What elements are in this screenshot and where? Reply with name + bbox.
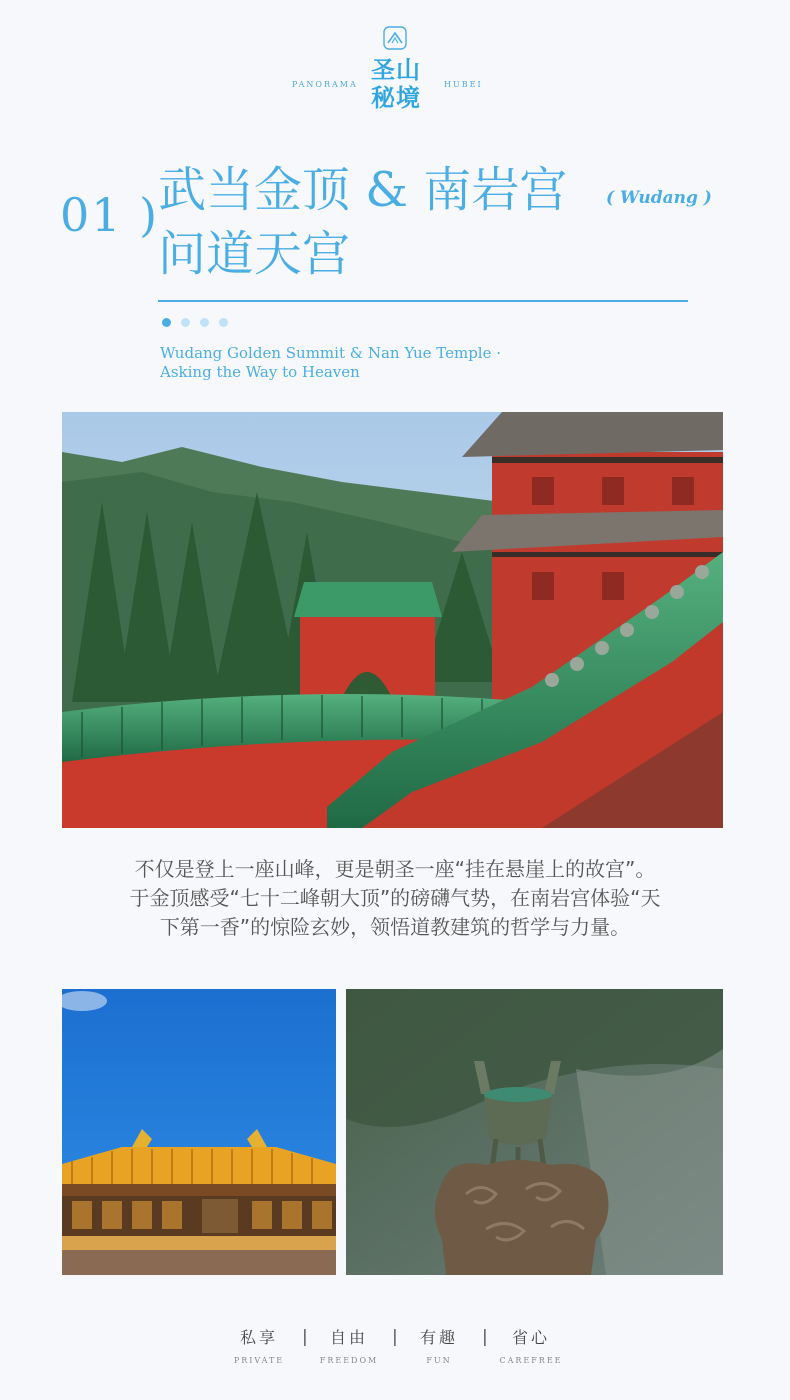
pager-dot[interactable] xyxy=(181,318,190,327)
section-title-line-2: 问道天宫 xyxy=(158,226,351,282)
pager-dot[interactable] xyxy=(162,318,171,327)
section-number: 01 ) xyxy=(60,188,160,242)
brand-left-tag: PANORAMA xyxy=(292,80,358,89)
description-line-3: 下第一香”的惊险玄妙，领悟道教建筑的哲学与力量。 xyxy=(159,915,631,939)
footer-item-cn: 有趣 xyxy=(419,1328,458,1347)
subtitle-line-1: Wudang Golden Summit & Nan Yue Temple · xyxy=(160,344,502,362)
footer-separator: | xyxy=(302,1327,308,1347)
hero-photo-wudang-temple xyxy=(62,412,723,828)
footer-values xyxy=(0,1325,790,1375)
section-title-line-1: 武当金顶 & 南岩宫 xyxy=(158,162,568,218)
section-subtitle xyxy=(160,344,501,382)
footer-item-en: FUN xyxy=(426,1356,452,1365)
section-tag: ( Wudang ) xyxy=(606,188,712,208)
brand-line-2: 秘境 xyxy=(371,84,421,112)
description-line-2: 于金顶感受“七十二峰朝大顶”的磅礴气势，在南岩宫体验“天 xyxy=(129,886,661,910)
footer-item-en: PRIVATE xyxy=(233,1356,285,1365)
footer-item-en: CAREFREE xyxy=(499,1356,563,1365)
footer-item-carefree xyxy=(486,1325,576,1365)
footer-item-cn: 私享 xyxy=(239,1328,278,1347)
footer-item-cn: 自由 xyxy=(329,1328,368,1347)
brand-line-1: 圣山 xyxy=(371,56,421,84)
brand-right-tag: HUBEI xyxy=(444,80,483,89)
footer-item-en: FREEDOM xyxy=(319,1356,379,1365)
footer-item-private xyxy=(214,1325,304,1365)
footer-separator: | xyxy=(392,1327,398,1347)
footer-item-fun xyxy=(394,1325,484,1365)
photo-incense-burner xyxy=(346,989,723,1275)
subtitle-line-2: Asking the Way to Heaven xyxy=(160,363,360,381)
pager-dot[interactable] xyxy=(200,318,209,327)
title-divider xyxy=(158,300,688,302)
mountain-logo-icon xyxy=(383,26,407,50)
brand-name xyxy=(366,56,426,112)
description-paragraph xyxy=(70,855,720,942)
description-line-1: 不仅是登上一座山峰，更是朝圣一座“挂在悬崖上的故宫”。 xyxy=(134,857,656,881)
footer-separator: | xyxy=(482,1327,488,1347)
footer-item-freedom xyxy=(304,1325,394,1365)
brand-header xyxy=(0,22,790,122)
pager-dot[interactable] xyxy=(219,318,228,327)
footer-item-cn: 省心 xyxy=(511,1328,550,1347)
pager-dots xyxy=(162,318,228,327)
photo-golden-roof xyxy=(62,989,336,1275)
